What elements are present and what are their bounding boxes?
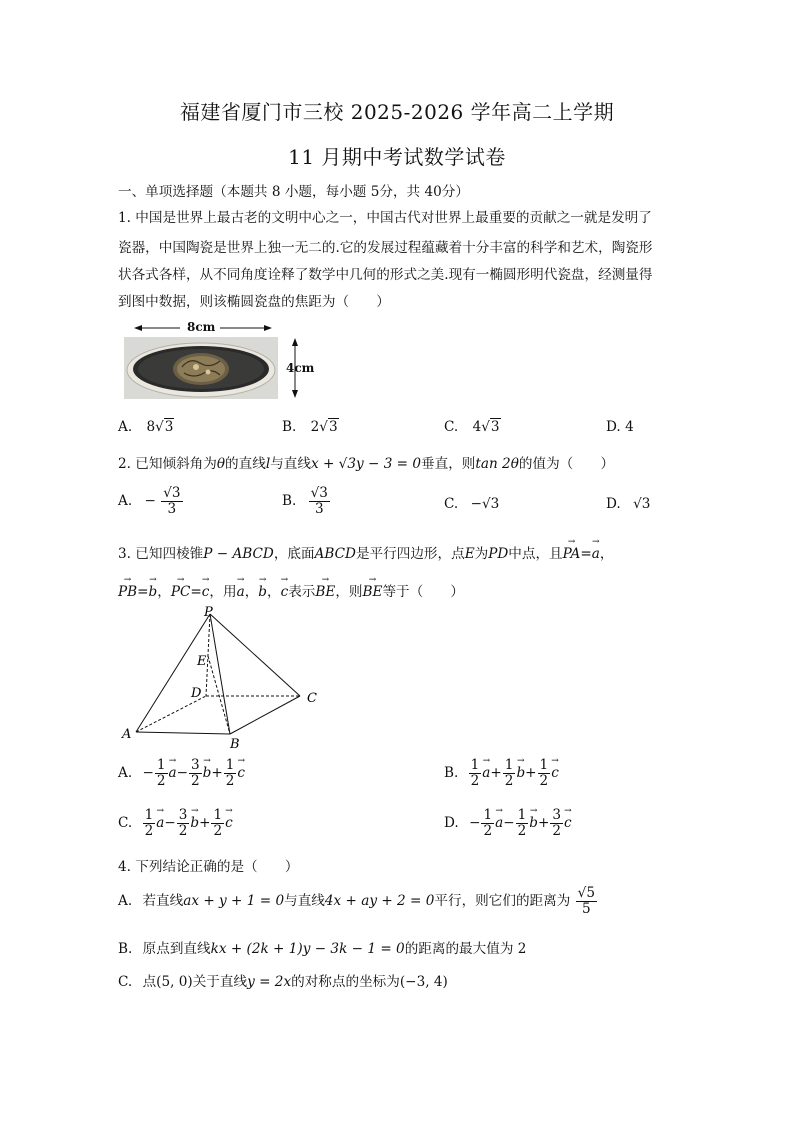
- label-a: A: [122, 727, 132, 742]
- numerator: 1: [517, 807, 527, 823]
- q3-text: 中点，且: [508, 546, 563, 562]
- q2-option-c[interactable]: [444, 496, 499, 512]
- vector-c: → c: [237, 765, 245, 781]
- q3-text: ，: [599, 546, 614, 562]
- line-equation-2: 4x + ay + 2 = 0: [324, 893, 435, 909]
- label-b: B: [230, 737, 240, 752]
- sign: −: [503, 815, 515, 831]
- sign: −: [469, 815, 481, 831]
- denominator: 2: [144, 823, 154, 839]
- option-coef: 4: [472, 419, 482, 435]
- sign: −: [164, 815, 176, 831]
- option-radicand: 3: [328, 419, 338, 435]
- denominator: 2: [504, 773, 514, 789]
- vector-b: → b: [190, 815, 199, 831]
- numerator: 1: [213, 807, 223, 823]
- tan-expression: tan 2θ: [475, 456, 519, 472]
- denominator: 2: [552, 823, 562, 839]
- numerator: 3: [552, 807, 562, 823]
- option-label: A.: [118, 893, 133, 909]
- q4-text: 原点到直线: [142, 941, 211, 957]
- q3-option-c[interactable]: [118, 808, 233, 839]
- equals-sign: =: [190, 584, 202, 600]
- vector-b: → b: [516, 765, 525, 781]
- option-value: √3: [633, 496, 651, 512]
- q4-text: 的距离的最大值为 2: [404, 941, 527, 957]
- fraction-denominator: 5: [581, 901, 591, 917]
- numerator: 1: [470, 757, 480, 773]
- point-coordinates: (5, 0): [156, 974, 193, 990]
- denominator: 2: [539, 773, 549, 789]
- fraction-numerator: √3: [310, 485, 328, 501]
- option-label: C.: [118, 974, 133, 990]
- option-radicand: 3: [490, 419, 500, 435]
- option-label: A.: [118, 765, 133, 781]
- equals-sign: =: [137, 584, 149, 600]
- point-e: E: [464, 546, 475, 562]
- q4-option-c[interactable]: [118, 970, 448, 990]
- numerator: 3: [191, 757, 200, 773]
- theta-symbol: θ: [216, 456, 226, 472]
- base-name: ABCD: [314, 546, 356, 562]
- q4-text: 关于直线: [192, 974, 248, 990]
- vector-b: → b: [529, 815, 538, 831]
- q1-line-1: 1. 中国是世界上最古老的文明中心之一，中国古代对世界上最重要的贡献之一就是发明了: [118, 210, 652, 226]
- q2-option-d[interactable]: [606, 496, 650, 512]
- q1-option-d[interactable]: [606, 419, 634, 435]
- q1-option-a[interactable]: A. 8√3: [118, 419, 174, 435]
- option-label: D.: [606, 496, 621, 512]
- vector-c: → c: [551, 765, 559, 781]
- q3-text: ，底面: [273, 546, 315, 562]
- q3-option-a[interactable]: [118, 758, 245, 789]
- numerator: 1: [156, 757, 166, 773]
- sign: −: [176, 765, 189, 781]
- q1-option-c[interactable]: C. 4√3: [444, 419, 500, 435]
- denominator: 2: [517, 823, 527, 839]
- option-coef: 2: [310, 419, 320, 435]
- denominator: 2: [225, 773, 235, 789]
- q3-text: 表示: [288, 584, 316, 600]
- denominator: 2: [191, 773, 200, 789]
- q2-text: 的直线: [225, 456, 266, 472]
- exam-title-line1: 福建省厦门市三校 2025-2026 学年高二上学期: [179, 100, 615, 124]
- line-equation: x + √3y − 3 = 0: [310, 456, 422, 472]
- option-value: −√3: [470, 496, 500, 512]
- q1-line-2: 瓷器，中国陶瓷是世界上独一无二的.它的发展过程蕴藏着十分丰富的科学和艺术，陶瓷形: [118, 240, 653, 256]
- sign: +: [211, 765, 223, 781]
- fraction-denominator: 3: [167, 501, 177, 517]
- equals-sign: =: [580, 546, 592, 562]
- line-symbol: l: [265, 456, 271, 472]
- q1-line-4: 到图中数据，则该椭圆瓷盘的焦距为（ ）: [118, 294, 390, 310]
- sign: +: [525, 765, 537, 781]
- exam-title-line2: 11 月期中考试数学试卷: [288, 145, 506, 169]
- q3-text: 是平行四边形，点: [355, 546, 465, 562]
- vector-b: → b: [149, 584, 158, 600]
- vector-b: → b: [258, 584, 267, 600]
- option-label: A.: [118, 493, 133, 509]
- q3-text: ，: [157, 584, 171, 600]
- denominator: 2: [156, 773, 166, 789]
- q3-text: ，: [267, 584, 281, 600]
- q3-option-b[interactable]: [444, 758, 559, 789]
- width-label: 8cm: [187, 320, 216, 334]
- option-label: A.: [118, 419, 133, 435]
- vector-a: → a: [592, 546, 600, 562]
- q4-text: 点: [142, 974, 157, 990]
- sign: +: [490, 765, 502, 781]
- option-label: B.: [282, 493, 297, 509]
- numerator: 1: [225, 757, 235, 773]
- q3-text: 为: [474, 546, 489, 562]
- fraction-numerator: √5: [577, 885, 595, 901]
- pyramid-figure: [118, 606, 338, 752]
- fraction-denominator: 3: [314, 501, 324, 517]
- numerator: 1: [539, 757, 549, 773]
- vector-c: → c: [281, 584, 289, 600]
- vector-pb: → PB: [118, 584, 137, 600]
- label-e: E: [197, 654, 207, 669]
- option-sign: −: [144, 493, 156, 509]
- option-label: D.: [606, 419, 621, 435]
- porcelain-plate-image: [124, 337, 278, 399]
- q3-text: ，: [244, 584, 259, 600]
- q2-option-a[interactable]: [118, 486, 184, 517]
- vector-a: → a: [237, 584, 245, 600]
- q3-text: 等于（ ）: [382, 584, 464, 600]
- q3-stem-line2: [118, 580, 464, 600]
- vector-a: → a: [495, 815, 503, 831]
- option-label: C.: [444, 496, 459, 512]
- pyramid-name: P − ABCD: [203, 546, 274, 562]
- q3-text: ，则: [335, 584, 363, 600]
- q2-text: 垂直，则: [421, 456, 476, 472]
- numerator: 3: [178, 807, 188, 823]
- vector-be: → BE: [363, 584, 383, 600]
- height-label: 4cm: [286, 361, 315, 375]
- line-equation-1: ax + y + 1 = 0: [183, 893, 285, 909]
- option-label: B.: [282, 419, 297, 435]
- q4-option-b[interactable]: [118, 937, 526, 957]
- q3-text: ，用: [209, 584, 237, 600]
- sign: −: [142, 765, 154, 781]
- label-c: C: [307, 691, 317, 706]
- q2-text: 2. 已知倾斜角为: [118, 456, 217, 472]
- line-equation: y = 2x: [247, 974, 292, 990]
- denominator: 2: [470, 773, 480, 789]
- q1-option-b[interactable]: B. 2√3: [282, 419, 338, 435]
- option-label: D.: [444, 815, 459, 831]
- vector-a: → a: [156, 815, 164, 831]
- q4-text: 的对称点的坐标为: [291, 974, 400, 990]
- q4-option-a[interactable]: [118, 886, 598, 917]
- vector-pc: → PC: [171, 584, 191, 600]
- q1-line-3: 状各式各样，从不同角度诠释了数学中几何的形式之美.现有一椭圆形明代瓷盘，经测量得: [118, 267, 653, 283]
- option-label: C.: [444, 419, 459, 435]
- q4-text: 若直线: [142, 893, 184, 909]
- q2-text: 与直线: [270, 456, 311, 472]
- segment-pd: PD: [488, 546, 509, 562]
- q4-text: 平行，则它们的距离为: [434, 893, 571, 909]
- q3-text: 3. 已知四棱锥: [118, 546, 204, 562]
- q2-stem: [118, 452, 614, 472]
- q3-stem-line1: [118, 542, 613, 562]
- option-radicand: 3: [164, 419, 174, 435]
- fraction-numerator: √3: [163, 485, 181, 501]
- vector-a: → a: [482, 765, 490, 781]
- line-equation: kx + (2k + 1)y − 3k − 1 = 0: [210, 941, 405, 957]
- numerator: 1: [504, 757, 514, 773]
- vector-c: → c: [564, 815, 572, 831]
- option-coef: 8: [146, 419, 156, 435]
- q3-option-d[interactable]: [444, 808, 572, 839]
- denominator: 2: [178, 823, 188, 839]
- q2-text: 的值为（ ）: [518, 456, 615, 472]
- option-label: B.: [118, 941, 133, 957]
- option-value: 4: [625, 419, 634, 435]
- option-label: B.: [444, 765, 459, 781]
- section-heading: 一、单项选择题（本题共 8 小题，每小题 5分，共 40分）: [118, 184, 469, 200]
- denominator: 2: [213, 823, 223, 839]
- option-label: C.: [118, 815, 133, 831]
- sign: +: [537, 815, 550, 831]
- denominator: 2: [483, 823, 493, 839]
- vector-a: → a: [169, 765, 177, 781]
- vector-pa: → PA: [563, 546, 581, 562]
- point-coordinates: (−3, 4): [399, 974, 448, 990]
- q4-text: 与直线: [284, 893, 325, 909]
- vector-c: → c: [225, 815, 233, 831]
- numerator: 1: [144, 807, 154, 823]
- vector-be: → BE: [315, 584, 335, 600]
- label-d: D: [191, 686, 202, 701]
- q2-option-b[interactable]: [282, 486, 331, 517]
- vector-c: → c: [202, 584, 210, 600]
- q4-stem: 4. 下列结论正确的是（ ）: [118, 859, 299, 875]
- vector-b: → b: [203, 765, 212, 781]
- numerator: 1: [483, 807, 493, 823]
- label-p: P: [204, 606, 213, 620]
- sign: +: [199, 815, 211, 831]
